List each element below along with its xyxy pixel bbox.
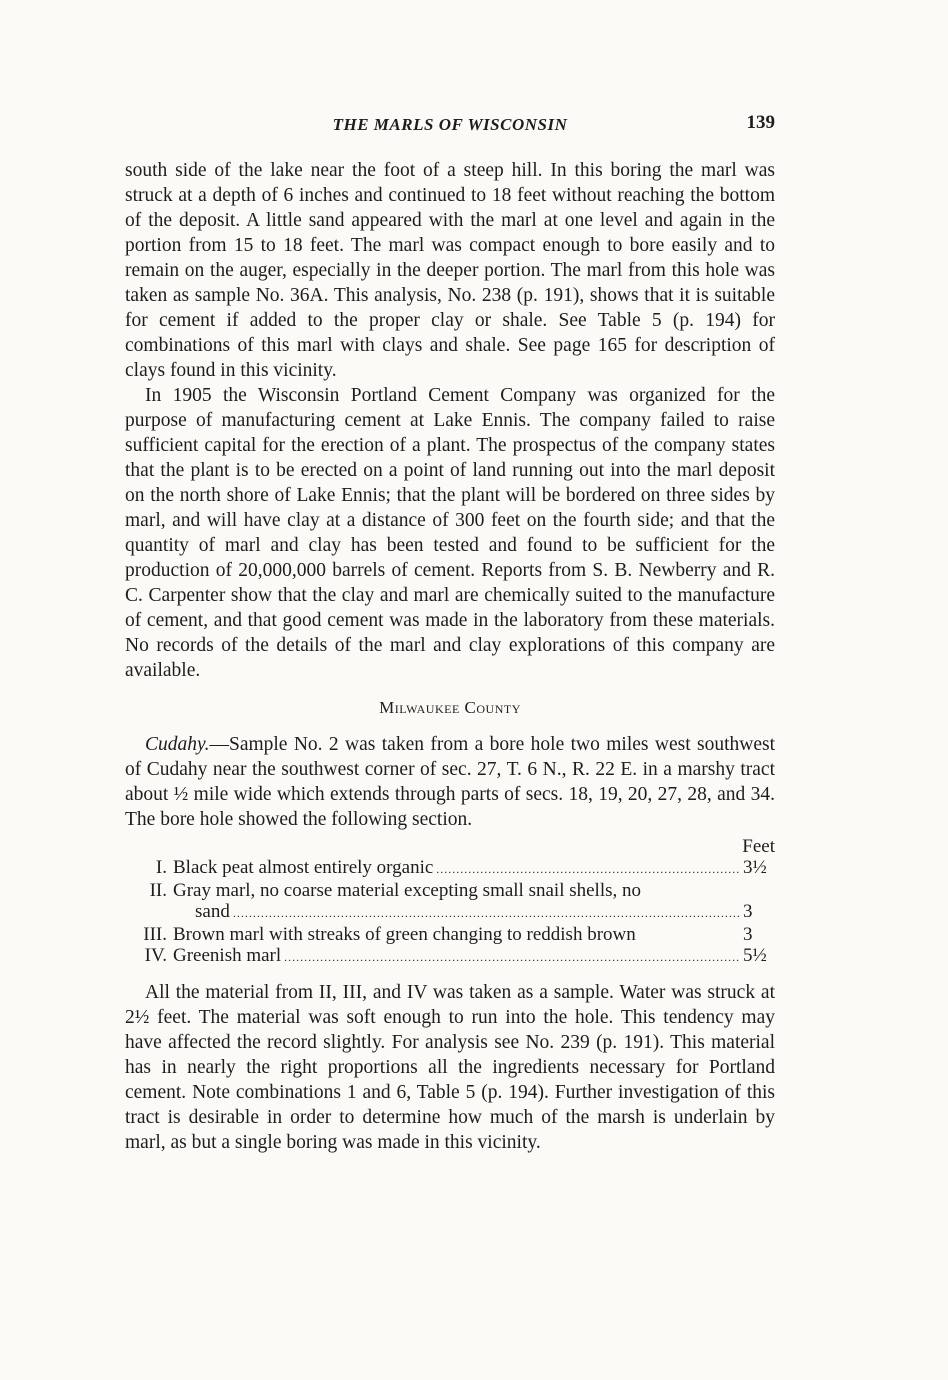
stratum-row	[125, 857, 775, 880]
stratum-row	[125, 924, 775, 945]
paragraph-continuation: south side of the lake near the foot of a steep hill. In this boring the marl was struck at a depth of 6 inches and continued to 18 feet without reaching the bottom of the deposit. A little sand appeared with the marl at one level and again in the portion from 15 to 18 feet. The marl was compact enough to bore easily and to remain on the auger, especially in the deeper portion. The marl from this hole was taken as sample No. 36A. This analysis, No. 238 (p. 191), shows that it is suitable for cement if added to the proper clay or shale. See Table 5 (p. 194) for combinations of this marl with clays and shale. See page 165 for description of clays found in this vicinity.	[125, 160, 775, 381]
dot-leader	[233, 903, 740, 924]
paragraph-cudahy-text: —Sample No. 2 was taken from a bore hole two miles west southwest of Cudahy near the southwest corner of sec. 27, T. 6 N., R. 22 E. in a marshy tract about ½ mile wide which extends through parts of secs. 18, 19, 20, 27, 28, and 34. The bore hole showed the following section.	[125, 734, 775, 830]
paragraph-cudahy	[125, 732, 775, 832]
dot-leader	[284, 947, 740, 968]
stratum-description-text: sand	[195, 901, 230, 922]
stratum-description-continuation	[173, 901, 743, 924]
stratum-number: III.	[143, 924, 167, 945]
stratum-thickness: 3	[743, 924, 753, 945]
stratum-row	[125, 880, 775, 901]
stratum-description-text: Greenish marl	[173, 945, 282, 966]
section-heading: Milwaukee County	[379, 698, 521, 717]
stratum-row	[125, 945, 775, 968]
running-head	[125, 110, 775, 138]
paragraph-sample-analysis: All the material from II, III, and IV was taken as a sample. Water was struck at 2½ feet. The material was soft enough to run into the hole. This tendency may have affected the record slightly. For analysis see No. 239 (p. 191). This material has in nearly the right proportions all the ingredients necessary for Portland cement. Note combinations 1 and 6, Table 5 (p. 194). Further investigation of this tract is desirable in order to determine how much of the marsh is underlain by marl, as but a single boring was made in this vicinity.	[125, 982, 775, 1153]
stratum-description	[173, 857, 743, 880]
stratum-number: I.	[155, 857, 167, 878]
paragraph-cement-company: In 1905 the Wisconsin Portland Cement Company was organized for the purpose of manufacturing cement at Lake Ennis. The company failed to raise sufficient capital for the erection of a plant. The prospectus of the company states that the plant is to be erected on a point of land running out into the marl deposit on the north shore of Lake Ennis; that the plant will be bordered on three sides by marl, and will have clay at a distance of 300 feet on the fourth side; and that the quantity of marl and clay has been tested and found to be sufficient for the production of 20,000,000 barrels of cement. Reports from S. B. Newberry and R. C. Carpenter show that the clay and marl are chemically suited to the manufacture of cement, and that good cement was made in the laboratory from these materials. No records of the details of the marl and clay explorations of this company are available.	[125, 385, 775, 681]
stratum-description-text: Black peat almost entirely organic	[173, 857, 434, 878]
stratum-number: II.	[149, 880, 167, 901]
stratum-description	[173, 924, 743, 945]
page-number: 139	[746, 112, 775, 133]
stratum-thickness: 3	[743, 901, 753, 922]
stratum-row-continuation	[125, 901, 775, 924]
page-content	[125, 110, 775, 1155]
place-name: Cudahy.	[145, 734, 210, 755]
stratum-description-text: Brown marl with streaks of green changing to reddish brown	[173, 924, 636, 945]
stratum-number: IV.	[144, 945, 167, 966]
dot-leader	[436, 859, 740, 880]
running-title: THE MARLS OF WISCONSIN	[332, 115, 568, 134]
unit-label: Feet	[742, 836, 775, 857]
stratum-description	[173, 880, 743, 901]
bore-section-table	[125, 836, 775, 968]
stratum-description	[173, 945, 743, 968]
stratum-description-text: Gray marl, no coarse material excepting small snail shells, no	[173, 880, 641, 901]
stratum-thickness: 5½	[743, 945, 767, 966]
stratum-thickness: 3½	[743, 857, 767, 878]
